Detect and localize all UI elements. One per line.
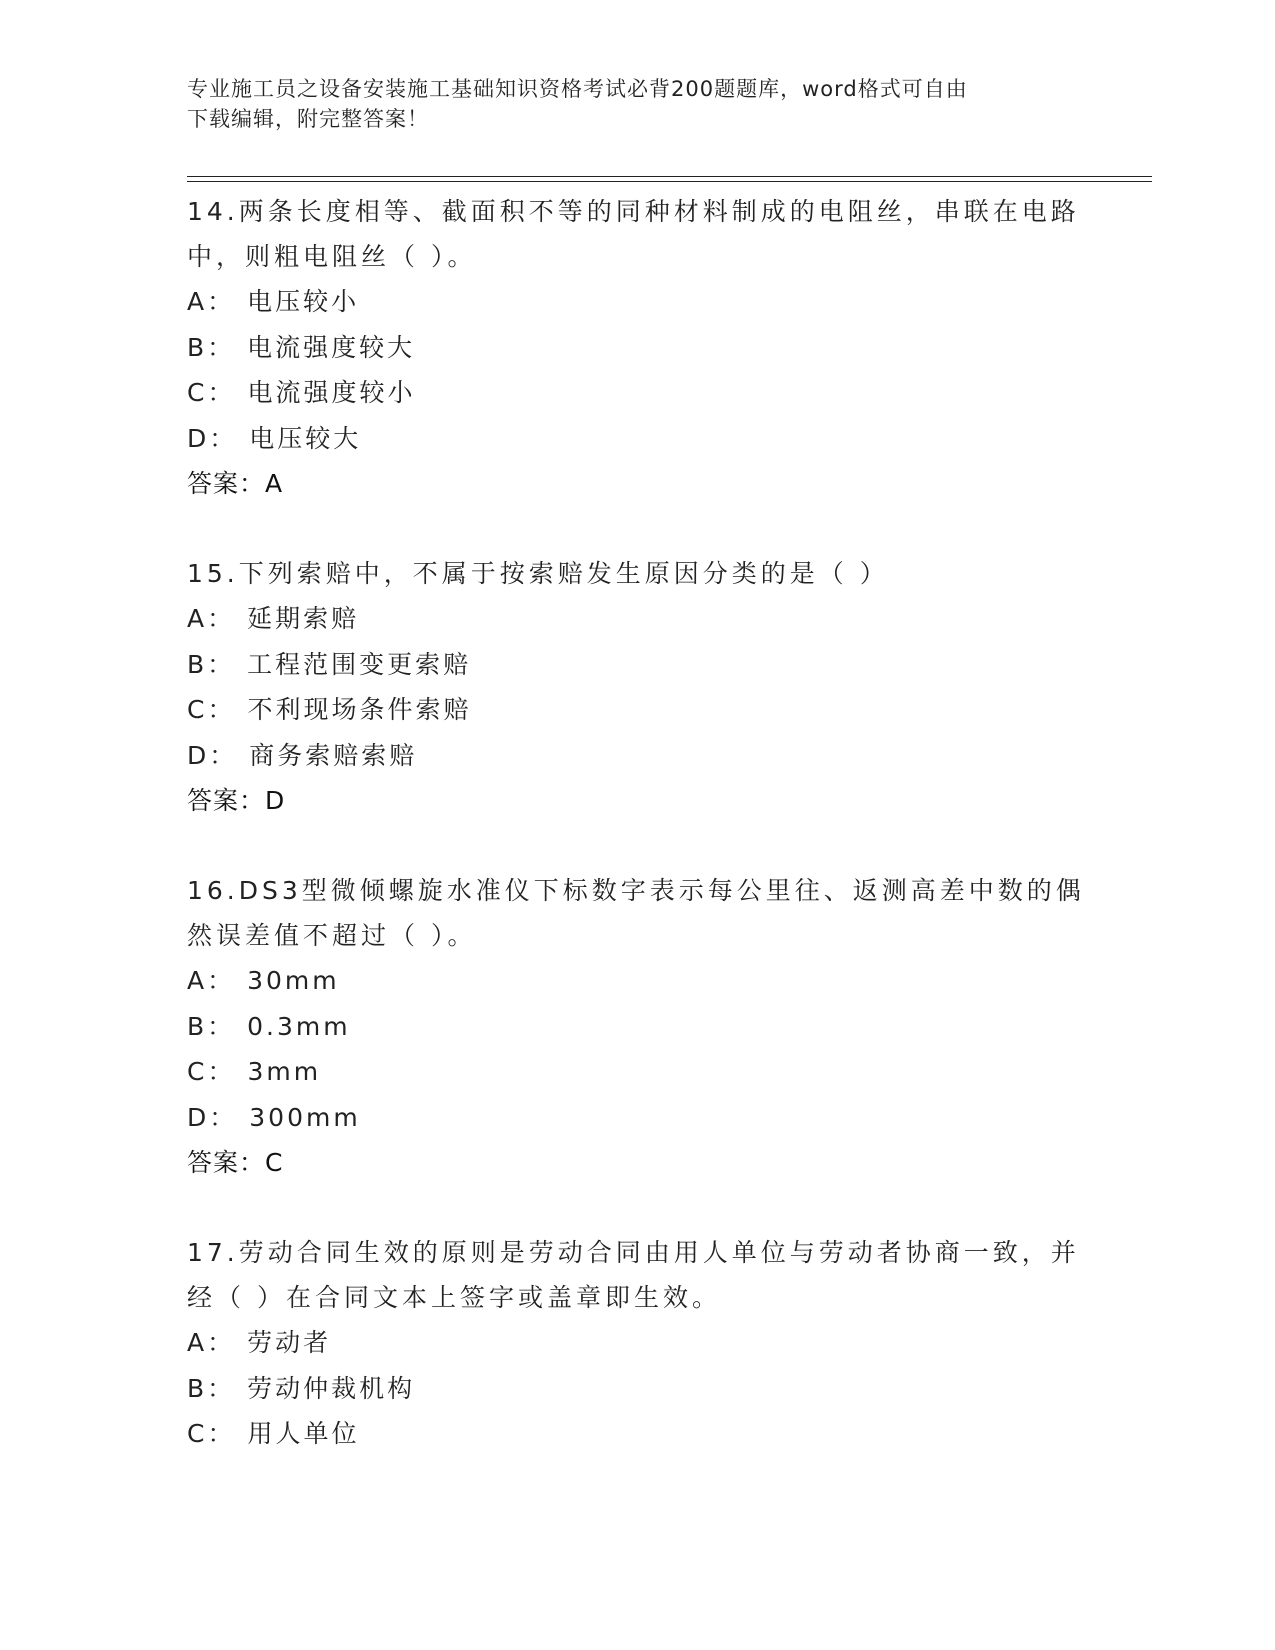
option-a [187, 958, 1087, 1004]
option-key: D： [187, 423, 238, 453]
option-text: 劳动仲裁机构 [247, 1373, 416, 1403]
option-text: 电压较小 [247, 287, 360, 316]
question-stem: 14.两条长度相等、截面积不等的同种材料制成的电阻丝，串联在电路中，则粗电阻丝（ ）。 [187, 197, 1080, 271]
option-d [187, 1095, 1087, 1141]
question-stem: 16.DS3型微倾螺旋水准仪下标数字表示每公里往、返测高差中数的偶然误差值不超过（ ）。 [187, 876, 1085, 950]
option-key: C： [187, 1057, 236, 1086]
option-text: 电流强度较大 [247, 332, 416, 362]
answer-line: 答案：C [187, 1148, 284, 1177]
option-b [187, 1366, 1087, 1412]
document-header [187, 74, 1087, 134]
option-c [187, 1411, 1087, 1457]
option-text: 电流强度较小 [247, 378, 416, 407]
option-text: 工程范围变更索赔 [247, 649, 472, 679]
question-14 [187, 189, 1087, 506]
option-b [187, 642, 1087, 688]
option-b [187, 1004, 1087, 1050]
option-text: 不利现场条件索赔 [247, 695, 472, 724]
header-line-1: 专业施工员之设备安装施工基础知识资格考试必背200题题库，word格式可自由 [187, 77, 968, 101]
option-key: A： [187, 1328, 236, 1357]
option-d [187, 416, 1087, 462]
option-d [187, 733, 1087, 779]
option-a [187, 1320, 1087, 1366]
option-key: D： [187, 1102, 238, 1132]
option-a [187, 279, 1087, 325]
answer-line: 答案：A [187, 469, 284, 498]
option-c [187, 687, 1087, 733]
answer-line: 答案：D [187, 786, 286, 815]
option-key: B： [187, 332, 236, 362]
option-key: B： [187, 649, 236, 679]
option-key: B： [187, 1373, 236, 1403]
option-c [187, 1049, 1087, 1095]
option-text: 0.3mm [247, 1011, 351, 1041]
option-b [187, 325, 1087, 371]
question-15 [187, 551, 1087, 823]
header-line-2: 下载编辑，附完整答案！ [187, 107, 429, 131]
option-c [187, 370, 1087, 416]
question-16 [187, 868, 1087, 1185]
question-list [187, 189, 1087, 1502]
option-key: C： [187, 695, 236, 724]
question-stem: 17.劳动合同生效的原则是劳动合同由用人单位与劳动者协商一致，并经（ ）在合同文本上签字或盖章即生效。 [187, 1238, 1080, 1312]
option-key: A： [187, 287, 236, 316]
option-text: 电压较大 [249, 423, 362, 453]
option-text: 3mm [247, 1057, 322, 1086]
header-divider-top [187, 176, 1152, 177]
option-key: C： [187, 1419, 236, 1448]
option-key: A： [187, 604, 236, 633]
option-text: 延期索赔 [247, 604, 360, 633]
option-key: A： [187, 966, 236, 995]
question-17 [187, 1230, 1087, 1457]
question-stem: 15.下列索赔中，不属于按索赔发生原因分类的是（ ） [187, 559, 889, 588]
option-text: 劳动者 [247, 1328, 332, 1357]
option-text: 30mm [247, 966, 340, 995]
option-key: B： [187, 1011, 236, 1041]
option-key: D： [187, 740, 238, 770]
header-divider-bottom [187, 181, 1152, 182]
option-text: 300mm [249, 1102, 361, 1132]
option-key: C： [187, 378, 236, 407]
option-text: 商务索赔索赔 [249, 740, 418, 770]
option-a [187, 596, 1087, 642]
option-text: 用人单位 [247, 1419, 360, 1448]
